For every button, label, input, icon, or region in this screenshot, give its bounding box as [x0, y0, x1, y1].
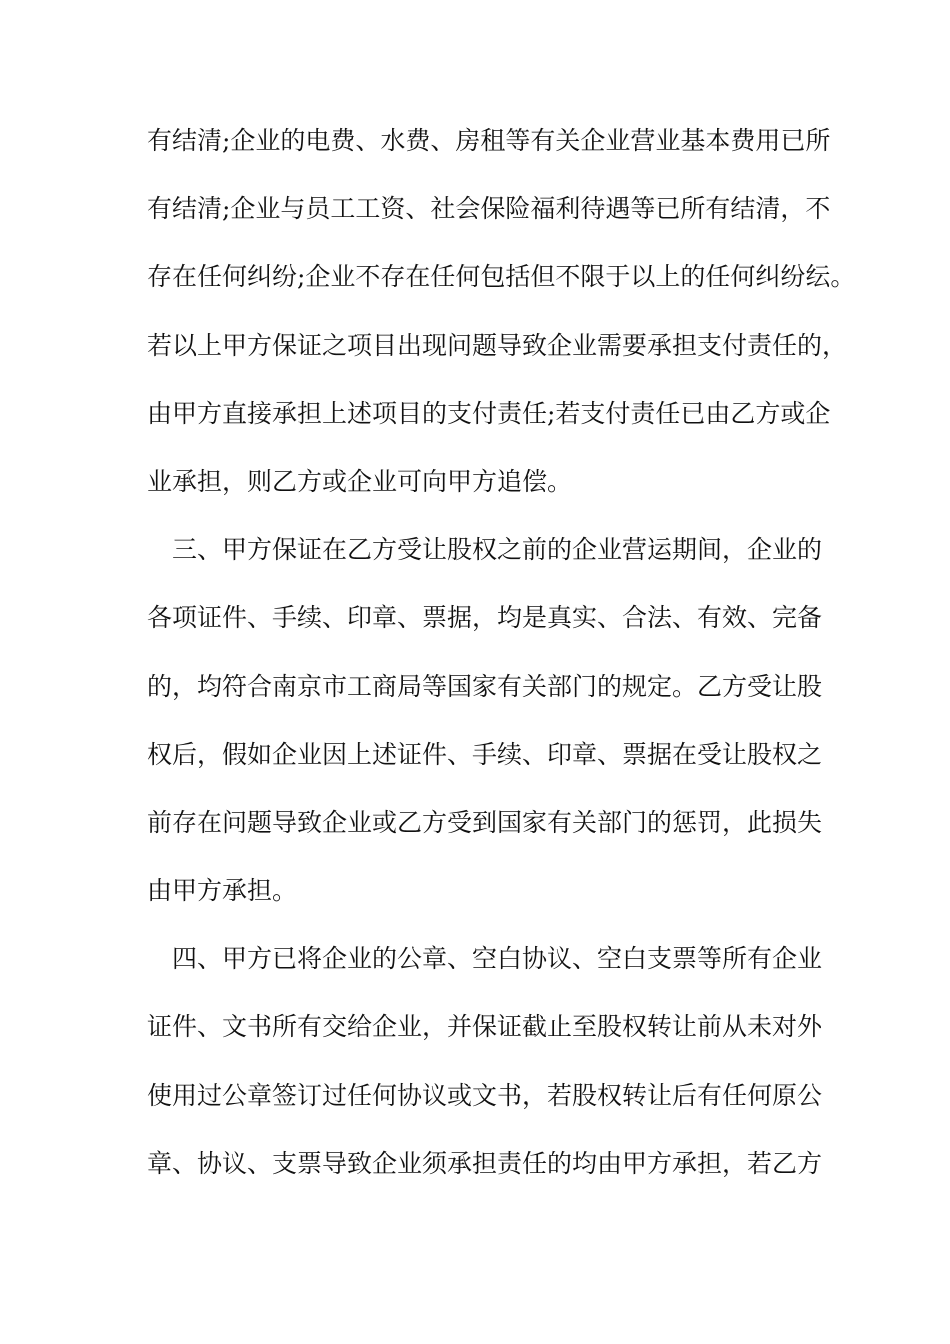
text-line: 由甲方直接承担上述项目的支付责任;若支付责任已由乙方或企	[147, 398, 831, 428]
text-line: 存在任何纠纷;企业不存在任何包括但不限于以上的任何纠纷纭。	[147, 262, 856, 292]
text-line: 证件、文书所有交给企业，并保证截止至股权转让前从未对外	[147, 1012, 823, 1042]
text-line: 各项证件、手续、印章、票据，均是真实、合法、有效、完备	[147, 603, 823, 633]
text-line: 章、协议、支票导致企业须承担责任的均由甲方承担，若乙方	[147, 1148, 823, 1178]
text-line: 业承担，则乙方或企业可向甲方追偿。	[147, 466, 573, 496]
text-line: 的，均符合南京市工商局等国家有关部门的规定。乙方受让股	[147, 671, 823, 701]
text-line: 四、甲方已将企业的公章、空白协议、空白支票等所有企业	[147, 944, 823, 974]
text-line: 若以上甲方保证之项目出现问题导致企业需要承担支付责任的，	[147, 330, 848, 360]
text-line: 三、甲方保证在乙方受让股权之前的企业营运期间，企业的	[147, 535, 823, 565]
text-line: 有结清;企业的电费、水费、房租等有关企业营业基本费用已所	[147, 126, 831, 155]
text-line: 使用过公章签订过任何协议或文书，若股权转让后有任何原公	[147, 1080, 823, 1110]
text-line: 前存在问题导致企业或乙方受到国家有关部门的惩罚，此损失	[147, 807, 823, 837]
text-line: 有结清;企业与员工工资、社会保险福利待遇等已所有结清，不	[147, 194, 831, 224]
text-line: 由甲方承担。	[147, 876, 298, 906]
text-line: 权后，假如企业因上述证件、手续、印章、票据在受让股权之	[147, 739, 823, 769]
body-text	[147, 111, 856, 1202]
